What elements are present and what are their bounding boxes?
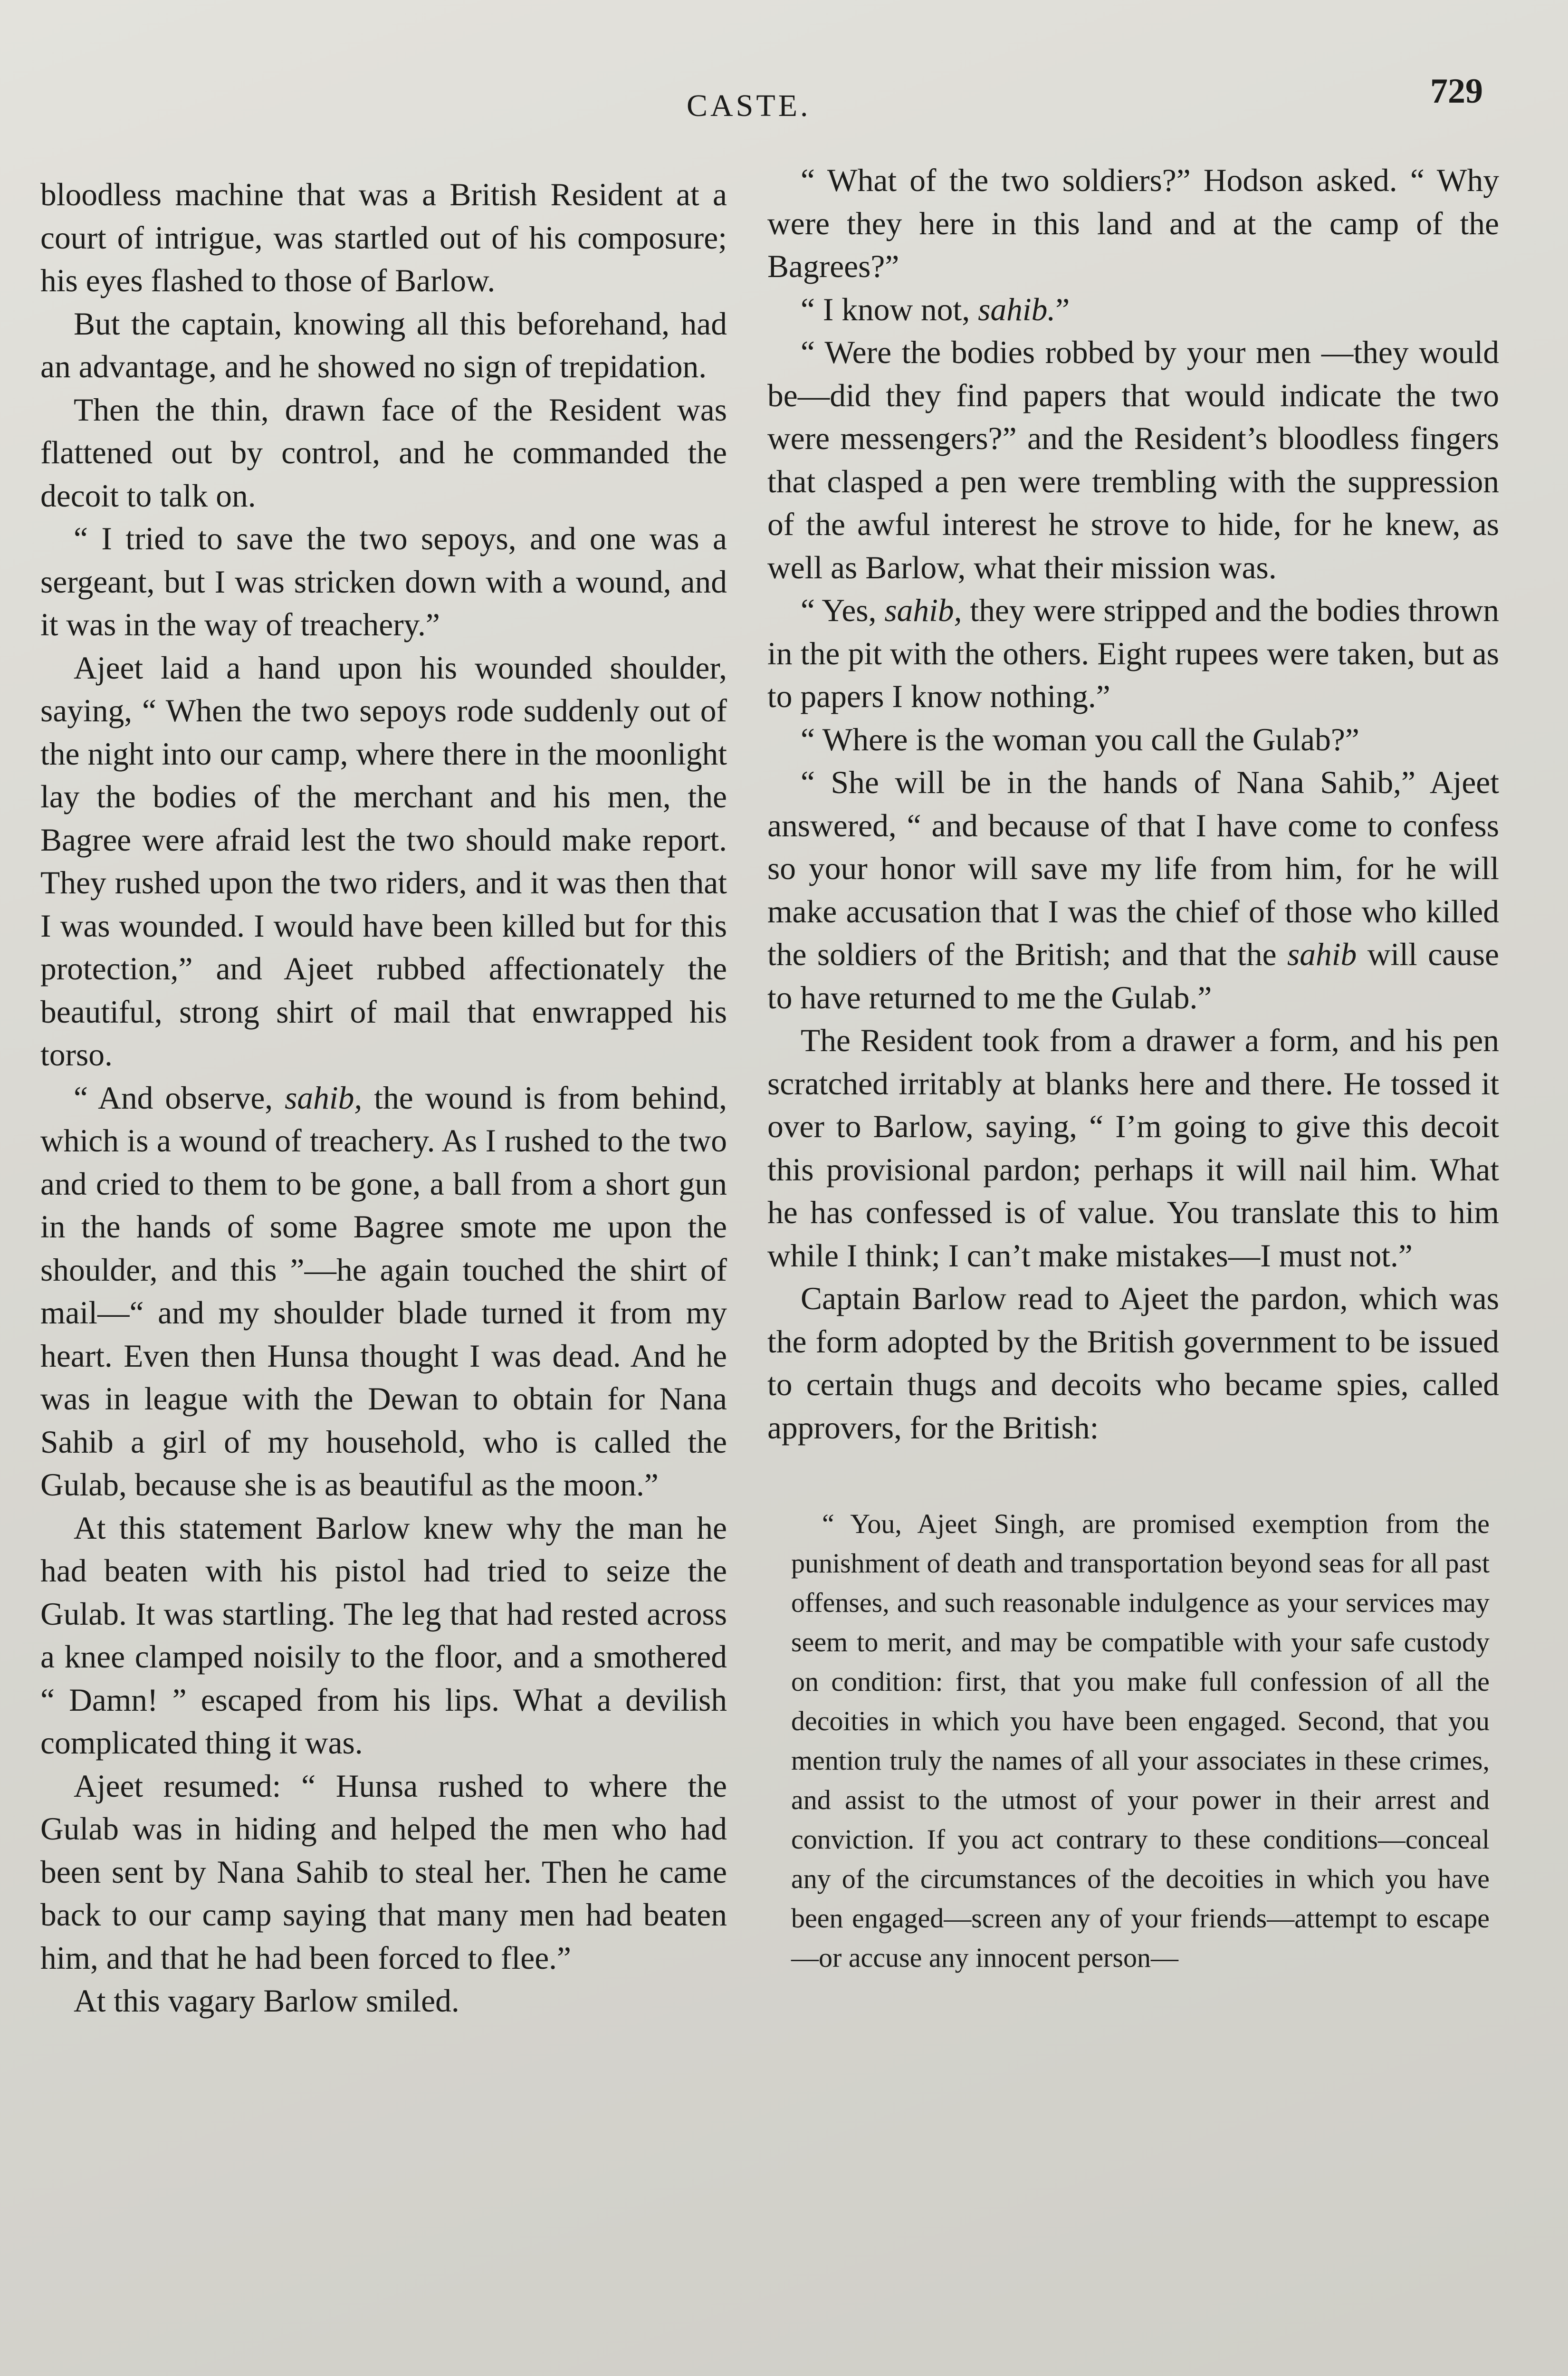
left-paragraph: But the captain, knowing all this beforehand, had an advantage, and he showed no sign of trepidation. [40, 306, 727, 384]
pardon-quote [767, 1504, 1499, 1977]
left-paragraph: Ajeet laid a hand upon his wounded shoulder, saying, “ When the two sepoys rode suddenly out of the night into our camp, where there in the moonlight lay the bodies of the merchant and his men, the Bagree were afraid lest the two should make report. They rushed upon the two riders, and it was then that I was wounded. I would have been killed but for this protection,” and Ajeet rubbed affectionately the beautiful, strong shirt of mail that enwrapped his torso. [40, 650, 727, 1073]
right-paragraph: “ Were the bodies robbed by your men —they would be—did they find papers that would indicate the two were messengers?” and the Resident’s bloodless fingers that clasped a pen were trembling with the suppression of the awful interest he strove to hide, for he knew, as well as Barlow, what their mission was. [767, 335, 1499, 585]
left-paragraph: Ajeet resumed: “ Hunsa rushed to where the Gulab was in hiding and helped the men who had been sent by Nana Sahib to steal her. Then he came back to our camp saying that many men had beaten him, and that he had been forced to flee.” [40, 1768, 727, 1976]
paragraph-fragment: “ I know not, [801, 291, 978, 327]
paragraph-fragment: “ Yes, [801, 593, 885, 628]
pardon-text: “ You, Ajeet Singh, are promised exemption from the punishment of death and transportation beyond seas for all past offenses, and such reasonable indulgence as your services may seem to merit, and may be compatible with your safe custody on condition: first, that you make full confession of all the decoities in which you have been engaged. Second, that you mention truly the names of all your associates in these crimes, and assist to the utmost of your power in their arrest and conviction. If you act contrary to these conditions—conceal any of the circumstances of the decoities in which you have been engaged—screen any of your friends—attempt to escape—or accuse any innocent person— [791, 1508, 1490, 1973]
paragraph-fragment: they were stripped and the bodies thrown in the pit with the others. Eight rupees were taken, but as to papers I know nothing.” [767, 593, 1499, 714]
page-number: 729 [1430, 72, 1483, 111]
paragraph-fragment: will cause to have returned to me the Gulab.” [767, 937, 1500, 1016]
paragraph-fragment: “ She will be in the hands of Nana Sahib,” Ajeet answered, “ and because of that I have come to confess so your honor will save my life from him, for he will make accusation that I was the chief of those who killed the soldiers of the British; and that the [767, 765, 1499, 972]
right-paragraph [767, 761, 1499, 1019]
right-column [767, 159, 1499, 1977]
paragraph-fragment: sahib. [978, 291, 1056, 327]
left-paragraph: At this vagary Barlow smiled. [74, 1983, 459, 2019]
right-paragraph: Captain Barlow read to Ajeet the pardon, which was the form adopted by the British government to be issued to certain thugs and decoits who became spies, called approvers, for the British: [767, 1281, 1499, 1446]
left-paragraph: At this statement Barlow knew why the man he had beaten with his pistol had tried to seize the Gulab. It was startling. The leg that had rested across a knee clamped noisily to the floor, and a smothered “ Damn! ” escaped from his lips. What a devilish complicated thing it was. [40, 1510, 727, 1761]
right-paragraph: “ Where is the woman you call the Gulab?” [801, 721, 1359, 757]
paragraph-fragment: sahib, [285, 1080, 363, 1116]
paragraph-fragment: sahib, [884, 593, 962, 628]
left-paragraph: Then the thin, drawn face of the Resident was flattened out by control, and he commanded the decoit to talk on. [40, 392, 727, 514]
running-head: CASTE. [687, 88, 811, 123]
right-column-paragraphs [767, 159, 1499, 1449]
left-paragraph [40, 1077, 727, 1507]
paragraph-fragment: sahib [1287, 937, 1357, 972]
paragraph-fragment: “ And observe, [74, 1080, 285, 1116]
paragraph-fragment: the wound is from behind, which is a wound of treachery. As I rushed to the two and cried to them to be gone, a ball from a short gun in the hands of some Bagree smote me upon the shoulder, and this ”—he again touched the shirt of mail—“ and my shoulder blade turned it from my heart. Even then Hunsa thought I was dead. And he was in league with the Dewan to obtain for Nana Sahib a girl of my household, who is called the Gulab, because she is as beautiful as the moon.” [40, 1080, 727, 1503]
right-paragraph [767, 288, 1499, 332]
left-paragraph: “ I tried to save the two sepoys, and one was a sergeant, but I was stricken down with a wound, and it was in the way of treachery.” [40, 521, 727, 642]
left-paragraph: bloodless machine that was a British Resident at a court of intrigue, was startled out of his composure; his eyes flashed to those of Barlow. [40, 177, 727, 298]
right-paragraph [767, 589, 1499, 719]
right-paragraph: The Resident took from a drawer a form, and his pen scratched irritably at blanks here and there. He tossed it over to Barlow, saying, “ I’m going to give this decoit this provisional pardon; perhaps it will nail him. What he has confessed is of value. You translate this to him while I think; I can’t make mistakes—I must not.” [767, 1023, 1499, 1274]
left-column [40, 173, 727, 2023]
paragraph-fragment: ” [1055, 291, 1070, 327]
right-paragraph: “ What of the two soldiers?” Hodson asked. “ Why were they here in this land and at the camp of the Bagrees?” [767, 163, 1499, 284]
